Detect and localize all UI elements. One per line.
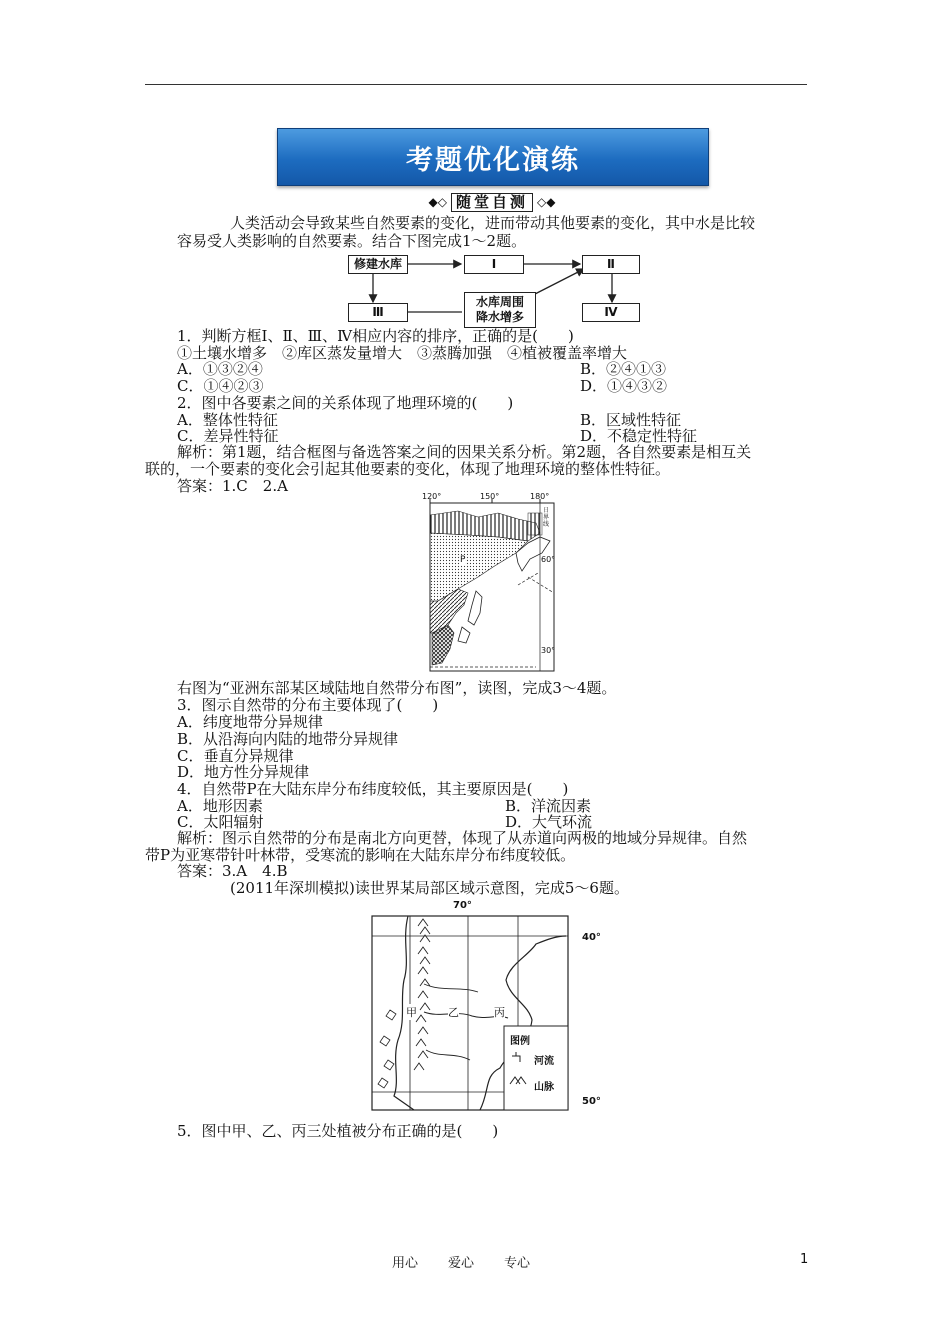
q1-option-d: D．①④③② [580,377,668,395]
q3-option-a: A．纬度地带分异规律 [177,713,323,731]
q5-stem: 5．图中甲、乙、丙三处植被分布正确的是( ) [177,1122,499,1140]
map2-legend-title: 图例 [510,1036,530,1047]
q1-items: ①土壤水增多 ②库区蒸发量增大 ③蒸腾加强 ④植被覆盖率增大 [177,344,628,362]
q2-option-c: C．差异性特征 [177,427,279,445]
diamond-icon: ◇◆ [537,195,556,209]
map1-lon-150: 150° [480,492,500,501]
diamond-icon: ◆◇ [428,195,447,209]
analysis-2-line-2: 带P为亚寒带针叶林带，受寒流的影响在大陆东岸分布纬度较低。 [145,846,576,864]
q3-stem: 3．图示自然带的分布主要体现了( ) [177,696,439,714]
map2-lat-50: 50° [582,1096,601,1107]
q3-option-c: C．垂直分异规律 [177,747,294,765]
section-title: 考题优化演练 [406,144,580,176]
q4-option-b: B．洋流因素 [505,797,592,815]
q1-stem: 1．判断方框Ⅰ、Ⅱ、Ⅲ、Ⅳ相应内容的排序，正确的是( ) [177,327,574,345]
q1-option-c: C．①④②③ [177,377,264,395]
flow-box-start: 修建水库 [348,255,408,274]
header-rule [145,84,807,85]
answer-2: 答案：3.A 4.B [177,862,288,880]
analysis-2-line-1: 解析：图示自然带的分布是南北方向更替，体现了从赤道向两极的地域分异规律。自然 [177,829,748,847]
q4-stem: 4．自然带P在大陆东岸分布纬度较低，其主要原因是( ) [177,780,569,798]
map2-lon-70: 70° [453,900,472,911]
q2-stem: 2．图中各要素之间的关系体现了地理环境的( ) [177,394,514,412]
q3-option-b: B．从沿海向内陆的地带分异规律 [177,730,399,748]
section-banner [277,128,709,186]
south-america-map-graphic [360,900,615,1115]
q1-option-b: B．②④①③ [580,360,667,378]
flow-box-3: Ⅲ [348,303,408,322]
map2-label-yi: 乙 [448,1006,459,1019]
flowchart [340,254,640,330]
map1-lat-60: 60° [541,555,556,564]
map2-label-jia: 甲 [406,1006,417,1019]
subsection-title: 随堂自测 [451,193,533,212]
map2-lat-40: 40° [582,932,601,943]
q4-option-a: A．地形因素 [177,797,263,815]
answer-1: 答案：1.C 2.A [177,477,288,495]
map2-legend-river: 河流 [534,1056,554,1067]
footer-text-3: 专心 [504,1256,531,1271]
map1-lat-30: 30° [541,646,556,655]
flow-box-4: Ⅳ [582,303,640,322]
footer-text-1: 用心 [392,1256,419,1271]
page-number: 1 [800,1252,809,1267]
south-america-map [360,900,615,1115]
intro-line-2: 容易受人类影响的自然要素。结合下图完成1～2题。 [177,232,527,250]
asia-map-graphic [418,493,558,675]
analysis-1-line-2: 联的，一个要素的变化会引起其他要素的变化，体现了地理环境的整体性特征。 [145,460,671,478]
q3-option-d: D．地方性分异规律 [177,763,310,781]
map1-dateline-note: 日界线 [543,507,550,528]
flow-box-center [464,292,536,328]
q2-option-b: B．区域性特征 [580,411,682,429]
intro-line-1: 人类活动会导致某些自然要素的变化，进而带动其他要素的变化，其中水是比较 [230,214,756,232]
analysis-1-line-1: 解析：第1题，结合框图与备选答案之间的因果关系分析。第2题，各自然要素是相互关 [177,443,752,461]
map1-caption: 右图为“亚洲东部某区域陆地自然带分布图”，读图，完成3～4题。 [177,679,617,697]
map2-legend-mountain: 山脉 [534,1082,554,1093]
q2-option-a: A．整体性特征 [177,411,278,429]
q4-option-c: C．太阳辐射 [177,813,264,831]
asia-natural-zone-map [418,493,558,675]
q1-option-a: A．①③②④ [177,360,263,378]
sub-banner [392,192,592,212]
flow-box-2: Ⅱ [582,255,640,274]
intro-q5-q6: (2011年深圳模拟)读世界某局部区域示意图，完成5～6题。 [230,879,629,897]
map2-label-bing: 丙 [494,1006,505,1019]
flow-center-line-2: 降水增多 [475,310,524,324]
map1-zone-p-label: P [460,555,466,565]
q2-option-d: D．不稳定性特征 [580,427,698,445]
map1-lon-120: 120° [422,492,442,501]
flow-box-1: Ⅰ [464,255,524,274]
map1-lon-180: 180° [530,492,550,501]
q4-option-d: D．大气环流 [505,813,593,831]
footer-text-2: 爱心 [448,1256,475,1271]
flow-center-line-1: 水库周围 [475,295,524,309]
